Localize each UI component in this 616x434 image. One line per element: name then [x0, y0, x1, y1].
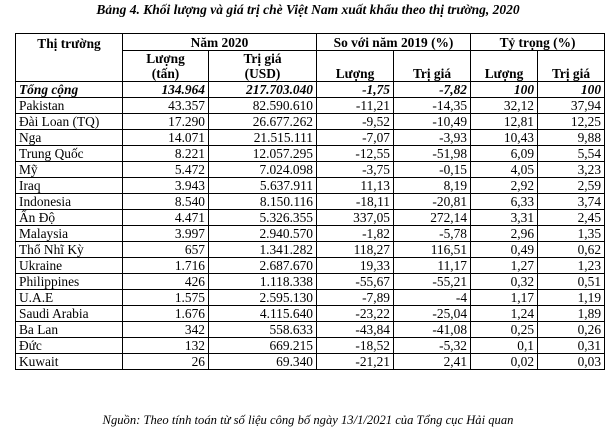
- cell-market-name: Đài Loan (TQ): [16, 114, 123, 130]
- table-row: [16, 210, 605, 226]
- cell-cmp-volume: -18,11: [317, 194, 394, 210]
- cell-cmp-value: 11,17: [394, 258, 471, 274]
- cell-volume: 8.221: [123, 146, 209, 162]
- cell-share-volume: 6,09: [471, 146, 538, 162]
- cell-cmp-value: -10,49: [394, 114, 471, 130]
- cell-value: 1.341.282: [209, 242, 317, 258]
- cell-cmp-volume: -9,52: [317, 114, 394, 130]
- header-volume: Lượng: [123, 51, 209, 67]
- table-row: [16, 242, 605, 258]
- cell-share-volume: 0,25: [471, 322, 538, 338]
- table-row: [16, 354, 605, 370]
- cell-share-value: 12,25: [538, 114, 605, 130]
- cell-share-volume: 1,17: [471, 290, 538, 306]
- cell-share-value: 9,88: [538, 130, 605, 146]
- cell-cmp-volume: -23,22: [317, 306, 394, 322]
- cell-share-volume: 1,24: [471, 306, 538, 322]
- cell-volume: 8.540: [123, 194, 209, 210]
- cell-value: 8.150.116: [209, 194, 317, 210]
- total-cmp-volume: -1,75: [317, 82, 394, 98]
- cell-cmp-volume: 118,27: [317, 242, 394, 258]
- cell-share-value: 1,19: [538, 290, 605, 306]
- cell-cmp-value: -0,15: [394, 162, 471, 178]
- cell-share-volume: 0,02: [471, 354, 538, 370]
- cell-cmp-volume: -11,21: [317, 98, 394, 114]
- cell-volume: 1.676: [123, 306, 209, 322]
- cell-volume: 3.943: [123, 178, 209, 194]
- total-value: 217.703.040: [209, 82, 317, 98]
- table-row: [16, 306, 605, 322]
- cell-market-name: Mỹ: [16, 162, 123, 178]
- cell-value: 5.326.355: [209, 210, 317, 226]
- cell-value: 2.595.130: [209, 290, 317, 306]
- cell-share-value: 0,26: [538, 322, 605, 338]
- cell-cmp-volume: -21,21: [317, 354, 394, 370]
- cell-share-volume: 10,43: [471, 130, 538, 146]
- cell-share-value: 3,23: [538, 162, 605, 178]
- cell-share-volume: 2,96: [471, 226, 538, 242]
- cell-volume: 1.716: [123, 258, 209, 274]
- table-title: Bảng 4. Khối lượng và giá trị chè Việt Nam xuất khẩu theo thị trường, 2020: [96, 2, 520, 17]
- cell-market-name: U.A.E: [16, 290, 123, 306]
- table-row: [16, 130, 605, 146]
- cell-share-volume: 0,1: [471, 338, 538, 354]
- cell-volume: 14.071: [123, 130, 209, 146]
- cell-share-value: 1,23: [538, 258, 605, 274]
- cell-market-name: Thổ Nhĩ Kỳ: [16, 242, 123, 258]
- table-row: [16, 338, 605, 354]
- cell-volume: 1.575: [123, 290, 209, 306]
- cell-market-name: Kuwait: [16, 354, 123, 370]
- cell-cmp-value: 8,19: [394, 178, 471, 194]
- cell-market-name: Iraq: [16, 178, 123, 194]
- header-cmp-value: Trị giá: [394, 51, 471, 82]
- cell-share-volume: 2,92: [471, 178, 538, 194]
- cell-share-value: 2,45: [538, 210, 605, 226]
- table-row: [16, 146, 605, 162]
- cell-cmp-volume: -55,67: [317, 274, 394, 290]
- cell-cmp-value: -20,81: [394, 194, 471, 210]
- cell-share-value: 0,62: [538, 242, 605, 258]
- cell-volume: 426: [123, 274, 209, 290]
- cell-cmp-value: -5,78: [394, 226, 471, 242]
- cell-cmp-volume: 337,05: [317, 210, 394, 226]
- cell-volume: 26: [123, 354, 209, 370]
- source-note: Nguồn: Theo tính toán từ số liệu công bố ngày 13/1/2021 của Tổng cục Hải quan: [102, 413, 514, 427]
- cell-cmp-volume: -7,07: [317, 130, 394, 146]
- cell-cmp-value: -51,98: [394, 146, 471, 162]
- table-row: [16, 162, 605, 178]
- total-cmp-value: -7,82: [394, 82, 471, 98]
- cell-share-value: 3,74: [538, 194, 605, 210]
- cell-volume: 342: [123, 322, 209, 338]
- cell-share-volume: 12,81: [471, 114, 538, 130]
- header-value-unit: (USD): [209, 66, 317, 82]
- cell-cmp-value: -3,93: [394, 130, 471, 146]
- header-volume-unit: (tấn): [123, 66, 209, 82]
- cell-value: 2.687.670: [209, 258, 317, 274]
- header-year: Năm 2020: [123, 34, 317, 51]
- cell-share-volume: 0,32: [471, 274, 538, 290]
- cell-value: 12.057.295: [209, 146, 317, 162]
- table-row: [16, 178, 605, 194]
- cell-cmp-value: -25,04: [394, 306, 471, 322]
- total-volume: 134.964: [123, 82, 209, 98]
- export-table-container: [15, 33, 604, 370]
- cell-market-name: Malaysia: [16, 226, 123, 242]
- cell-volume: 4.471: [123, 210, 209, 226]
- cell-market-name: Pakistan: [16, 98, 123, 114]
- cell-volume: 17.290: [123, 114, 209, 130]
- cell-market-name: Đức: [16, 338, 123, 354]
- cell-cmp-value: 2,41: [394, 354, 471, 370]
- cell-share-value: 37,94: [538, 98, 605, 114]
- cell-market-name: Ukraine: [16, 258, 123, 274]
- cell-market-name: Ấn Độ: [16, 210, 123, 226]
- cell-cmp-value: -4: [394, 290, 471, 306]
- cell-value: 69.340: [209, 354, 317, 370]
- cell-share-value: 0,03: [538, 354, 605, 370]
- header-market: Thị trường: [16, 34, 123, 82]
- total-row: [16, 82, 605, 98]
- cell-cmp-volume: -18,52: [317, 338, 394, 354]
- cell-market-name: Nga: [16, 130, 123, 146]
- table-body: [16, 82, 605, 370]
- cell-value: 82.590.610: [209, 98, 317, 114]
- cell-cmp-volume: 11,13: [317, 178, 394, 194]
- header-cmp-volume: Lượng: [317, 51, 394, 82]
- cell-value: 5.637.911: [209, 178, 317, 194]
- table-row: [16, 274, 605, 290]
- cell-volume: 132: [123, 338, 209, 354]
- total-share-value: 100: [538, 82, 605, 98]
- total-share-volume: 100: [471, 82, 538, 98]
- cell-value: 21.515.111: [209, 130, 317, 146]
- cell-share-volume: 4,05: [471, 162, 538, 178]
- cell-value: 669.215: [209, 338, 317, 354]
- cell-volume: 3.997: [123, 226, 209, 242]
- table-row: [16, 98, 605, 114]
- cell-cmp-volume: -43,84: [317, 322, 394, 338]
- total-name: Tổng cộng: [16, 82, 123, 98]
- header-share: Tỷ trọng (%): [471, 34, 605, 51]
- cell-share-value: 1,89: [538, 306, 605, 322]
- table-row: [16, 290, 605, 306]
- table-row: [16, 114, 605, 130]
- cell-value: 26.677.262: [209, 114, 317, 130]
- cell-volume: 657: [123, 242, 209, 258]
- cell-value: 4.115.640: [209, 306, 317, 322]
- cell-share-value: 0,31: [538, 338, 605, 354]
- cell-volume: 43.357: [123, 98, 209, 114]
- cell-cmp-volume: 19,33: [317, 258, 394, 274]
- cell-market-name: Trung Quốc: [16, 146, 123, 162]
- table-row: [16, 258, 605, 274]
- cell-value: 2.940.570: [209, 226, 317, 242]
- cell-market-name: Saudi Arabia: [16, 306, 123, 322]
- cell-share-volume: 0,49: [471, 242, 538, 258]
- header-share-volume: Lượng: [471, 51, 538, 82]
- table-row: [16, 226, 605, 242]
- cell-cmp-volume: -3,75: [317, 162, 394, 178]
- cell-cmp-value: 116,51: [394, 242, 471, 258]
- cell-share-volume: 6,33: [471, 194, 538, 210]
- cell-market-name: Philippines: [16, 274, 123, 290]
- cell-cmp-value: -41,08: [394, 322, 471, 338]
- cell-market-name: Ba Lan: [16, 322, 123, 338]
- cell-share-value: 1,35: [538, 226, 605, 242]
- cell-value: 1.118.338: [209, 274, 317, 290]
- table-row: [16, 194, 605, 210]
- cell-cmp-value: 272,14: [394, 210, 471, 226]
- cell-cmp-value: -5,32: [394, 338, 471, 354]
- cell-share-volume: 3,31: [471, 210, 538, 226]
- cell-share-value: 2,59: [538, 178, 605, 194]
- cell-share-value: 0,51: [538, 274, 605, 290]
- table-row: [16, 322, 605, 338]
- cell-market-name: Indonesia: [16, 194, 123, 210]
- header-compare: So với năm 2019 (%): [317, 34, 471, 51]
- cell-share-volume: 32,12: [471, 98, 538, 114]
- cell-share-volume: 1,27: [471, 258, 538, 274]
- cell-volume: 5.472: [123, 162, 209, 178]
- export-table: [15, 33, 605, 370]
- cell-value: 558.633: [209, 322, 317, 338]
- header-value: Trị giá: [209, 51, 317, 67]
- cell-cmp-volume: -1,82: [317, 226, 394, 242]
- cell-cmp-value: -14,35: [394, 98, 471, 114]
- cell-share-value: 5,54: [538, 146, 605, 162]
- cell-value: 7.024.098: [209, 162, 317, 178]
- cell-cmp-value: -55,21: [394, 274, 471, 290]
- cell-cmp-volume: -7,89: [317, 290, 394, 306]
- cell-cmp-volume: -12,55: [317, 146, 394, 162]
- header-share-value: Trị giá: [538, 51, 605, 82]
